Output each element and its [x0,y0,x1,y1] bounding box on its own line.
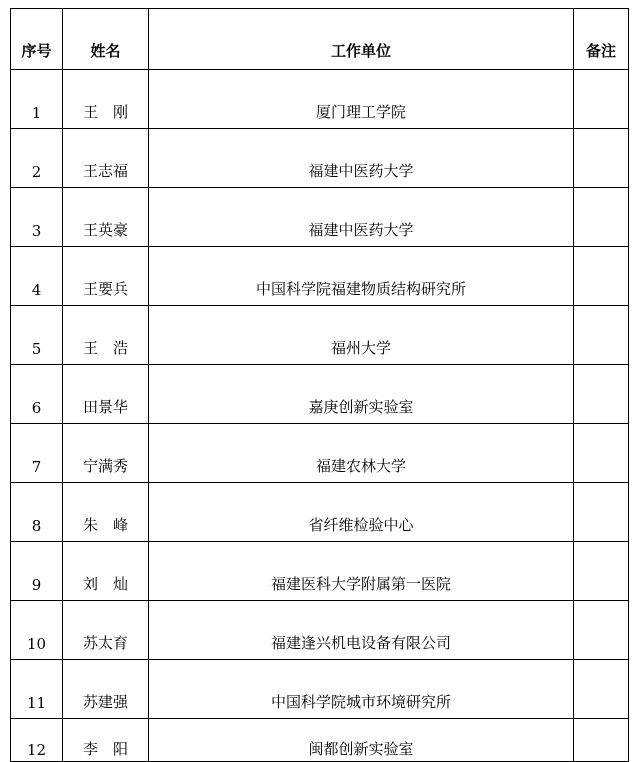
cell-name: 苏太育 [63,601,149,660]
table-row [11,129,629,188]
table-row [11,542,629,601]
cell-no: 8 [11,483,63,542]
cell-no: 9 [11,542,63,601]
cell-note [574,660,629,719]
cell-name: 朱 峰 [63,483,149,542]
table-row [11,601,629,660]
cell-no: 6 [11,365,63,424]
cell-note [574,365,629,424]
roster-table [10,8,629,762]
cell-no: 7 [11,424,63,483]
table-row [11,365,629,424]
cell-note [574,129,629,188]
cell-no: 3 [11,188,63,247]
cell-name: 王志福 [63,129,149,188]
cell-note [574,601,629,660]
table-row [11,719,629,762]
cell-note [574,719,629,762]
cell-no: 5 [11,306,63,365]
cell-name: 苏建强 [63,660,149,719]
cell-org: 福建农林大学 [149,424,574,483]
cell-no: 1 [11,70,63,129]
cell-name: 刘 灿 [63,542,149,601]
table-header-row [11,9,629,70]
cell-no: 12 [11,719,63,762]
table-row [11,188,629,247]
cell-org: 福建医科大学附属第一医院 [149,542,574,601]
header-note: 备注 [574,9,629,70]
table-row [11,424,629,483]
cell-no: 10 [11,601,63,660]
cell-note [574,247,629,306]
cell-note [574,542,629,601]
cell-note [574,483,629,542]
cell-org: 省纤维检验中心 [149,483,574,542]
cell-org: 福建中医药大学 [149,188,574,247]
cell-name: 王要兵 [63,247,149,306]
cell-name: 田景华 [63,365,149,424]
cell-note [574,70,629,129]
table-row [11,660,629,719]
cell-note [574,424,629,483]
header-org: 工作单位 [149,9,574,70]
cell-name: 王英豪 [63,188,149,247]
cell-note [574,188,629,247]
table-row [11,70,629,129]
table-row [11,247,629,306]
cell-org: 福州大学 [149,306,574,365]
cell-no: 4 [11,247,63,306]
cell-org: 福建逢兴机电设备有限公司 [149,601,574,660]
cell-no: 2 [11,129,63,188]
cell-org: 中国科学院福建物质结构研究所 [149,247,574,306]
cell-org: 厦门理工学院 [149,70,574,129]
table-row [11,483,629,542]
table-row [11,306,629,365]
cell-org: 中国科学院城市环境研究所 [149,660,574,719]
cell-name: 宁满秀 [63,424,149,483]
cell-name: 王 浩 [63,306,149,365]
header-name: 姓名 [63,9,149,70]
cell-org: 闽都创新实验室 [149,719,574,762]
cell-no: 11 [11,660,63,719]
cell-name: 王 刚 [63,70,149,129]
cell-note [574,306,629,365]
header-no: 序号 [11,9,63,70]
cell-org: 嘉庚创新实验室 [149,365,574,424]
cell-org: 福建中医药大学 [149,129,574,188]
cell-name: 李 阳 [63,719,149,762]
